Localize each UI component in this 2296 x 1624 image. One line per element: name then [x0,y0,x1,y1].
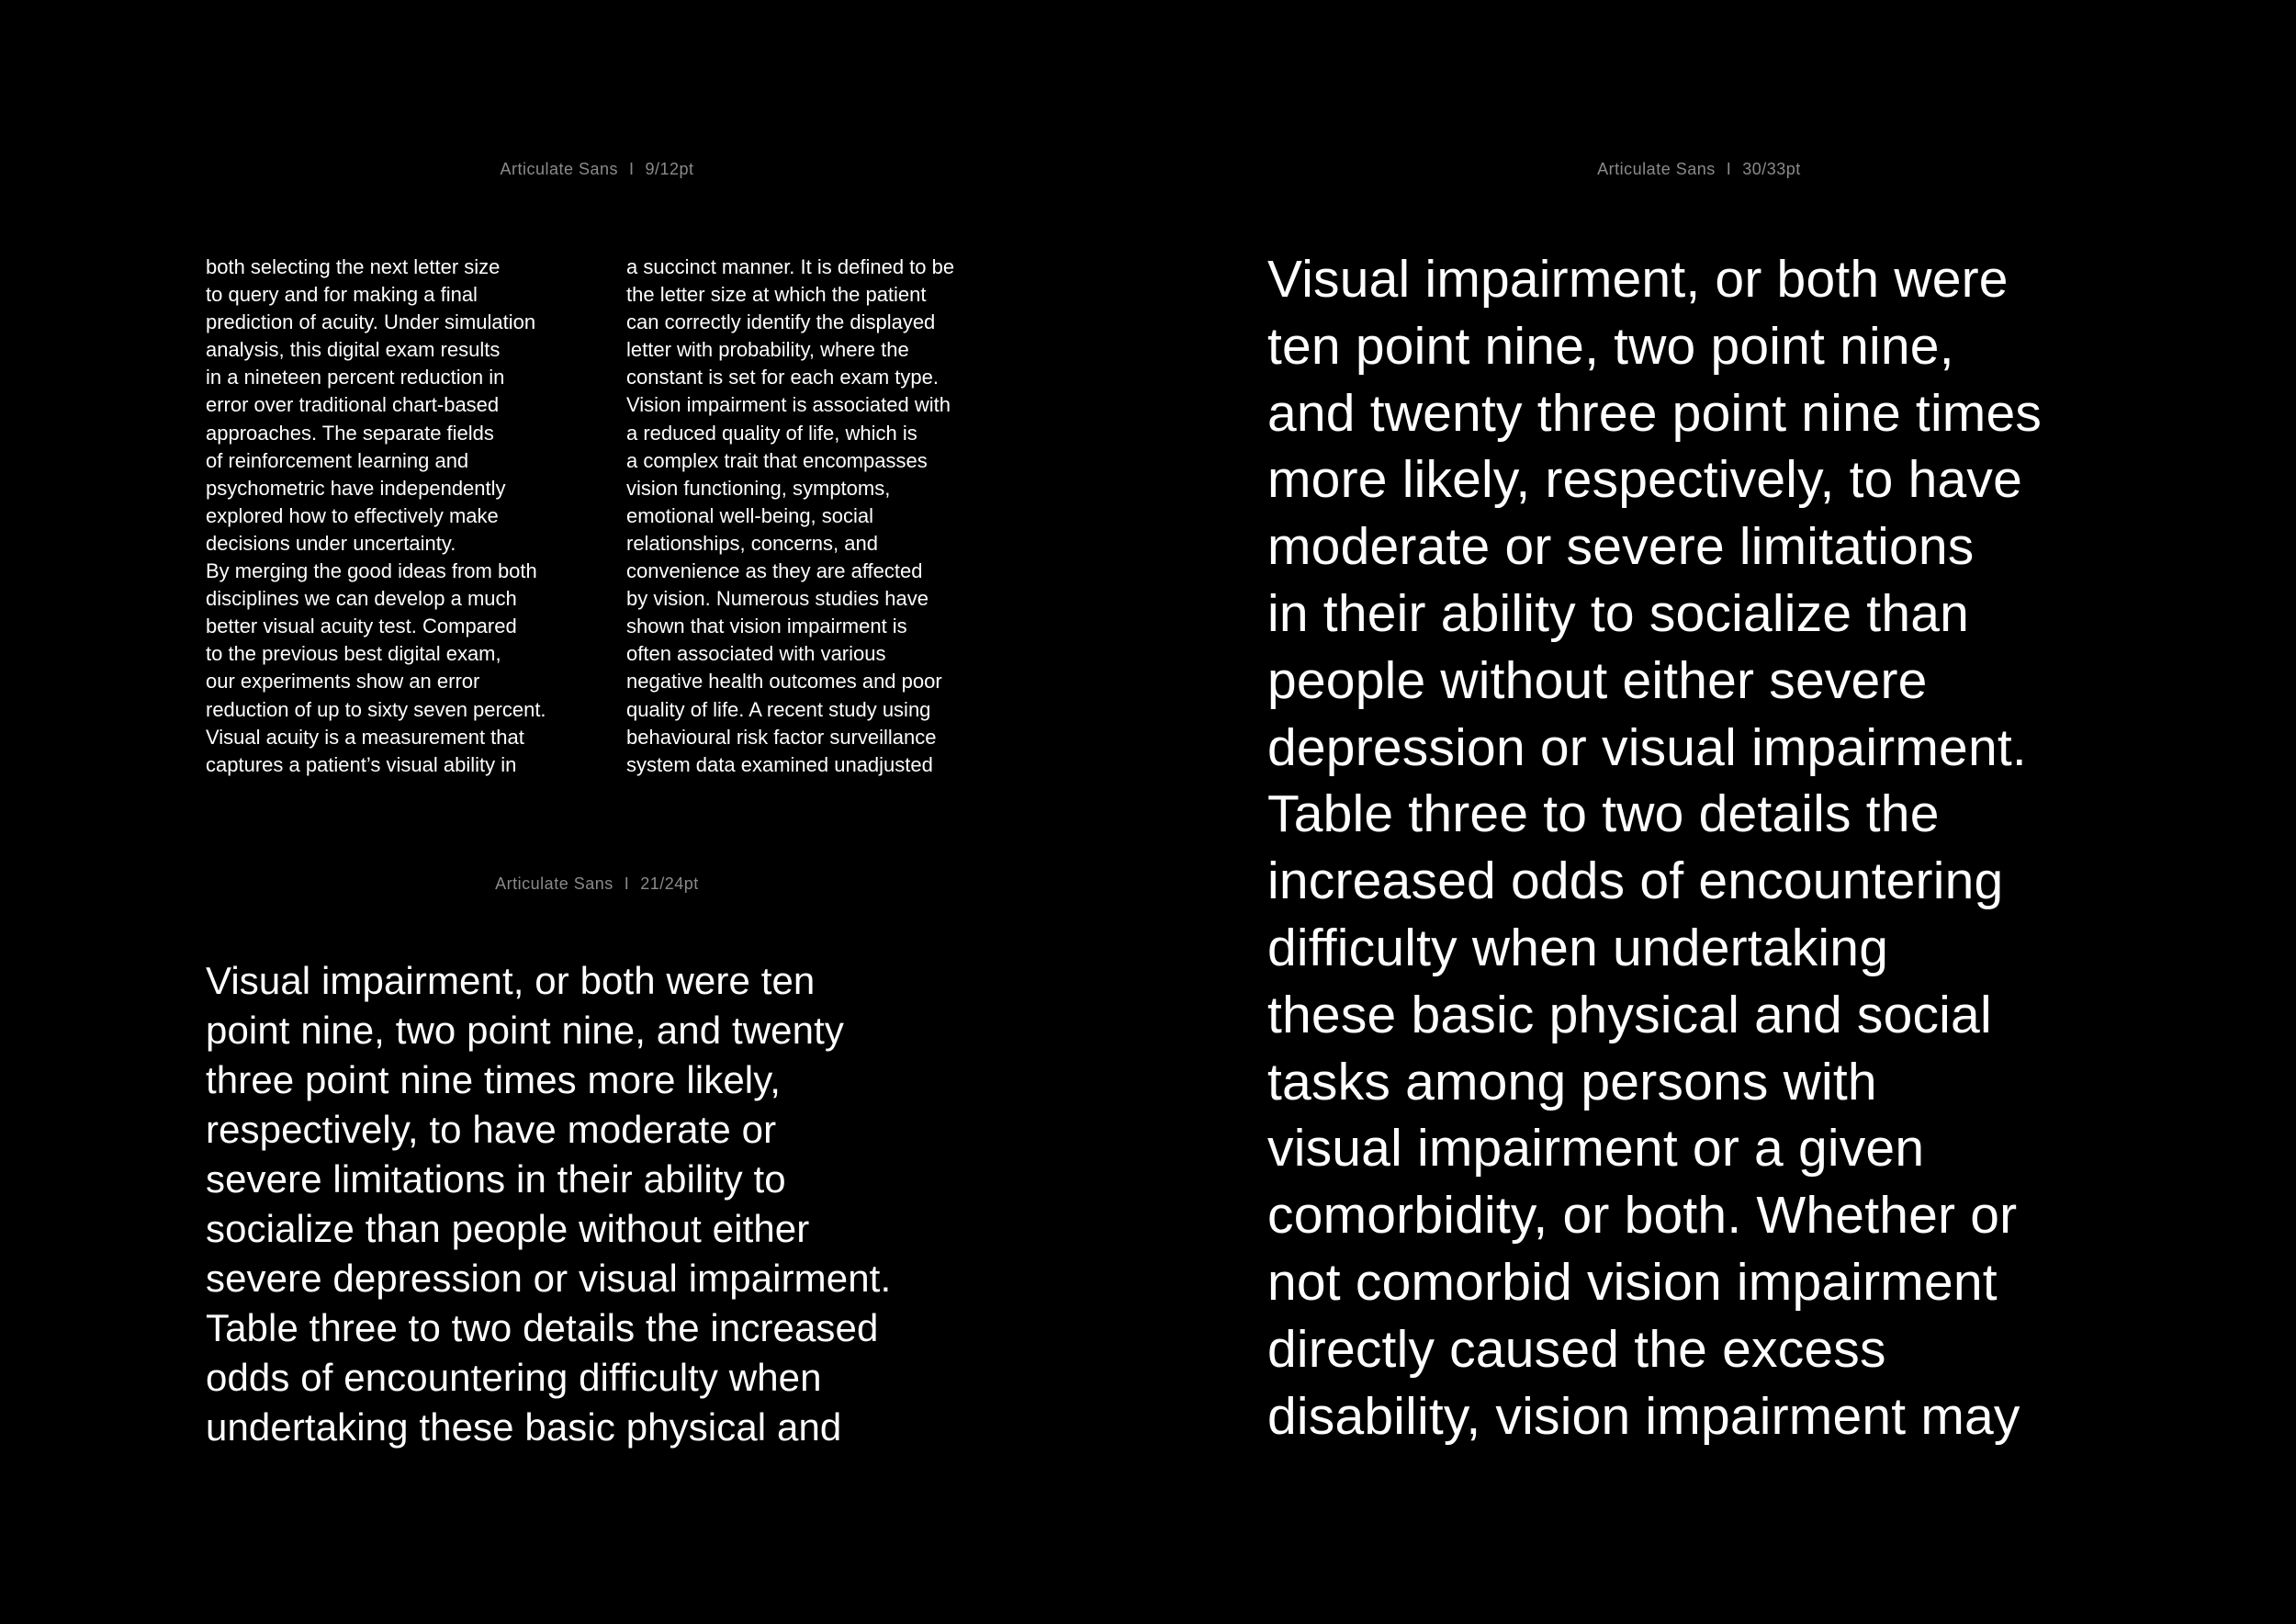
caption-size: 9/12pt [645,160,694,178]
text-line: prediction of acuity. Under simulation [206,310,536,334]
text-line: Visual impairment, or both were [1267,250,2009,309]
text-line: respectively, to have moderate or [206,1108,777,1151]
text-line: severe depression or visual impairment. [206,1257,892,1300]
large-text-block [1267,246,2241,1449]
text-line: often associated with various [626,642,886,666]
text-line: not comorbid vision impairment [1267,1252,1998,1312]
caption-size: 21/24pt [640,874,699,893]
text-line: disciplines we can develop a much [206,587,517,611]
caption-font-name: Articulate Sans [495,874,613,893]
text-line: Table three to two details the increased [206,1306,879,1349]
text-line: severe limitations in their ability to [206,1157,786,1201]
text-line: psychometric have independently [206,476,506,500]
text-line: by vision. Numerous studies have [626,587,929,611]
text-line: Table three to two details the [1267,784,1940,844]
text-line: negative health outcomes and poor [626,670,942,694]
text-line: tasks among persons with [1267,1052,1877,1111]
text-line: more likely, respectively, to have [1267,450,2023,510]
text-line: behavioural risk factor surveillance [626,725,937,749]
text-line: convenience as they are affected [626,559,923,583]
text-line: socialize than people without either [206,1207,810,1250]
text-line: disability, vision impairment may [1267,1386,2020,1446]
text-line: the letter size at which the patient [626,283,927,307]
small-text-column-left [206,254,591,779]
text-line: vision functioning, symptoms, [626,476,891,500]
caption-separator: I [1726,160,1732,178]
text-line: Visual impairment, or both were ten [206,959,816,1002]
text-line: emotional well-being, social [626,503,874,527]
text-line: comorbidity, or both. Whether or [1267,1186,2018,1246]
text-line: undertaking these basic physical and [206,1405,842,1449]
text-line: shown that vision impairment is [626,615,907,638]
text-line: our experiments show an error [206,670,480,694]
text-line: a reduced quality of life, which is [626,421,917,445]
text-line: increased odds of encountering [1267,851,2004,911]
text-line: analysis, this digital exam results [206,338,501,362]
caption-separator: I [624,874,630,893]
text-line: point nine, two point nine, and twenty [206,1009,844,1052]
text-line: to the previous best digital exam, [206,642,501,666]
text-line: people without either severe [1267,650,1928,710]
text-line: visual impairment or a given [1267,1119,1925,1179]
caption-separator: I [629,160,635,178]
text-line: can correctly identify the displayed [626,310,936,334]
caption-9-12pt [432,158,762,180]
caption-size: 30/33pt [1742,160,1801,178]
text-line: three point nine times more likely, [206,1058,781,1101]
text-line: explored how to effectively make [206,503,499,527]
text-line: in their ability to socialize than [1267,583,1970,643]
text-line: these basic physical and social [1267,985,1992,1044]
text-line: relationships, concerns, and [626,531,878,555]
text-line: both selecting the next letter size [206,255,501,278]
medium-text-block [206,956,1014,1452]
text-line: directly caused the excess [1267,1319,1886,1379]
text-line: quality of life. A recent study using [626,697,931,721]
text-line: moderate or severe limitations [1267,517,1975,577]
caption-30-33pt [1525,158,1874,180]
caption-21-24pt [422,873,771,895]
text-line: odds of encountering difficulty when [206,1356,822,1399]
text-line: system data examined unadjusted [626,752,933,776]
text-line: of reinforcement learning and [206,448,469,472]
small-text-column-right [626,254,1012,779]
caption-font-name: Articulate Sans [1597,160,1716,178]
text-line: By merging the good ideas from both [206,559,537,583]
text-line: a succinct manner. It is defined to be [626,255,955,278]
text-line: reduction of up to sixty seven percent. [206,697,546,721]
text-line: depression or visual impairment. [1267,717,2027,777]
text-line: better visual acuity test. Compared [206,615,517,638]
text-line: Vision impairment is associated with [626,393,951,417]
text-line: letter with probability, where the [626,338,909,362]
text-line: and twenty three point nine times [1267,383,2043,443]
text-line: decisions under uncertainty. [206,531,456,555]
text-line: constant is set for each exam type. [626,366,939,389]
text-line: difficulty when undertaking [1267,918,1889,977]
text-line: captures a patient’s visual ability in [206,752,517,776]
text-line: ten point nine, two point nine, [1267,316,1954,376]
caption-font-name: Articulate Sans [500,160,618,178]
text-line: a complex trait that encompasses [626,448,928,472]
text-line: to query and for making a final [206,283,478,307]
text-line: Visual acuity is a measurement that [206,725,524,749]
text-line: in a nineteen percent reduction in [206,366,505,389]
text-line: error over traditional chart-based [206,393,500,417]
text-line: approaches. The separate fields [206,421,494,445]
